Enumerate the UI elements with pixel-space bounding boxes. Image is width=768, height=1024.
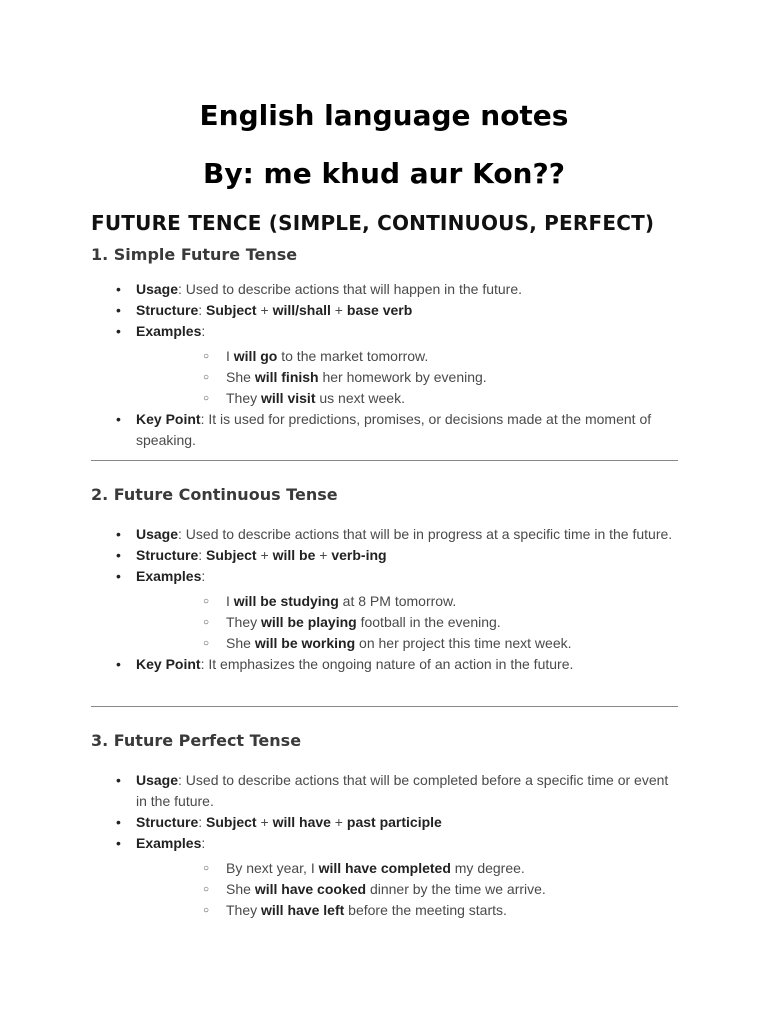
key-point-item	[91, 654, 681, 675]
tense-heading: 3. Future Perfect Tense	[91, 731, 302, 750]
examples-label: Examples	[136, 323, 202, 339]
usage-item	[91, 524, 681, 545]
usage-text: : Used to describe actions that will be completed before a specific time or event in the future.	[136, 772, 669, 809]
structure-label: Structure	[136, 814, 199, 830]
tense-heading: 1. Simple Future Tense	[91, 245, 298, 264]
structure-part: Subject	[206, 547, 257, 563]
key-point-label: Key Point	[136, 411, 201, 427]
usage-text: : Used to describe actions that will happen in the future.	[178, 281, 523, 297]
structure-label: Structure	[136, 302, 199, 318]
example-item: ○ I will be studying at 8 PM tomorrow.	[136, 591, 681, 612]
structure-part: will be	[272, 547, 316, 563]
tense-section-perfect	[91, 730, 681, 921]
example-item: ○ She will finish her homework by evening.	[136, 367, 681, 388]
example-item: ○ She will have cooked dinner by the time we arrive.	[136, 879, 681, 900]
key-point-label: Key Point	[136, 656, 201, 672]
section-heading: FUTURE TENCE (SIMPLE, CONTINUOUS, PERFECT)	[91, 211, 655, 235]
example-item: ○ They will be playing football in the evening.	[136, 612, 681, 633]
examples-list	[136, 346, 681, 409]
structure-part: will have	[272, 814, 331, 830]
tense-bullet-list	[91, 770, 681, 921]
example-item: ○ She will be working on her project this time next week.	[136, 633, 681, 654]
example-item: ○ I will go to the market tomorrow.	[136, 346, 681, 367]
examples-label: Examples	[136, 568, 202, 584]
tense-section-simple	[91, 244, 681, 451]
example-item: ○ They will visit us next week.	[136, 388, 681, 409]
usage-item	[91, 770, 681, 812]
structure-part: will/shall	[272, 302, 331, 318]
tense-bullet-list	[91, 524, 681, 675]
structure-part: base verb	[346, 302, 413, 318]
usage-label: Usage	[136, 772, 179, 788]
structure-part: Subject	[206, 814, 257, 830]
structure-part: Subject	[206, 302, 257, 318]
structure-item: • Structure: Subject + will/shall + base verb	[91, 300, 681, 321]
key-point-text: : It emphasizes the ongoing nature of an action in the future.	[200, 656, 574, 672]
key-point-item	[91, 409, 681, 451]
document-title: English language notes	[199, 99, 569, 132]
example-item: ○ They will have left before the meeting starts.	[136, 900, 681, 921]
examples-item: • Examples: ○ By next year, I will have completed my degree. ○ She will have cooked dinner by the time we arrive. ○ They will have left before the meeting starts.	[91, 833, 681, 921]
horizontal-divider	[91, 706, 678, 707]
structure-part: past participle	[346, 814, 442, 830]
usage-label: Usage	[136, 526, 179, 542]
structure-part: verb-ing	[331, 547, 387, 563]
examples-label: Examples	[136, 835, 202, 851]
examples-list	[136, 858, 681, 921]
usage-item	[91, 279, 681, 300]
tense-heading: 2. Future Continuous Tense	[91, 485, 338, 504]
tense-bullet-list	[91, 279, 681, 451]
tense-section-continuous	[91, 484, 681, 675]
structure-item: • Structure: Subject + will have + past participle	[91, 812, 681, 833]
key-point-text: : It is used for predictions, promises, or decisions made at the moment of speaking.	[136, 411, 652, 448]
structure-label: Structure	[136, 547, 199, 563]
structure-item: • Structure: Subject + will be + verb-ing	[91, 545, 681, 566]
horizontal-divider	[91, 460, 678, 461]
examples-item: • Examples: ○ I will be studying at 8 PM tomorrow. ○ They will be playing football in the evening. ○ She will be working on her project this time next week.	[91, 566, 681, 654]
usage-text: : Used to describe actions that will be in progress at a specific time in the future.	[178, 526, 673, 542]
example-item: ○ By next year, I will have completed my degree.	[136, 858, 681, 879]
examples-list	[136, 591, 681, 654]
usage-label: Usage	[136, 281, 179, 297]
examples-item: • Examples: ○ I will go to the market tomorrow. ○ She will finish her homework by evening. ○ They will visit us next week.	[91, 321, 681, 409]
document-subtitle: By: me khud aur Kon??	[203, 157, 565, 190]
